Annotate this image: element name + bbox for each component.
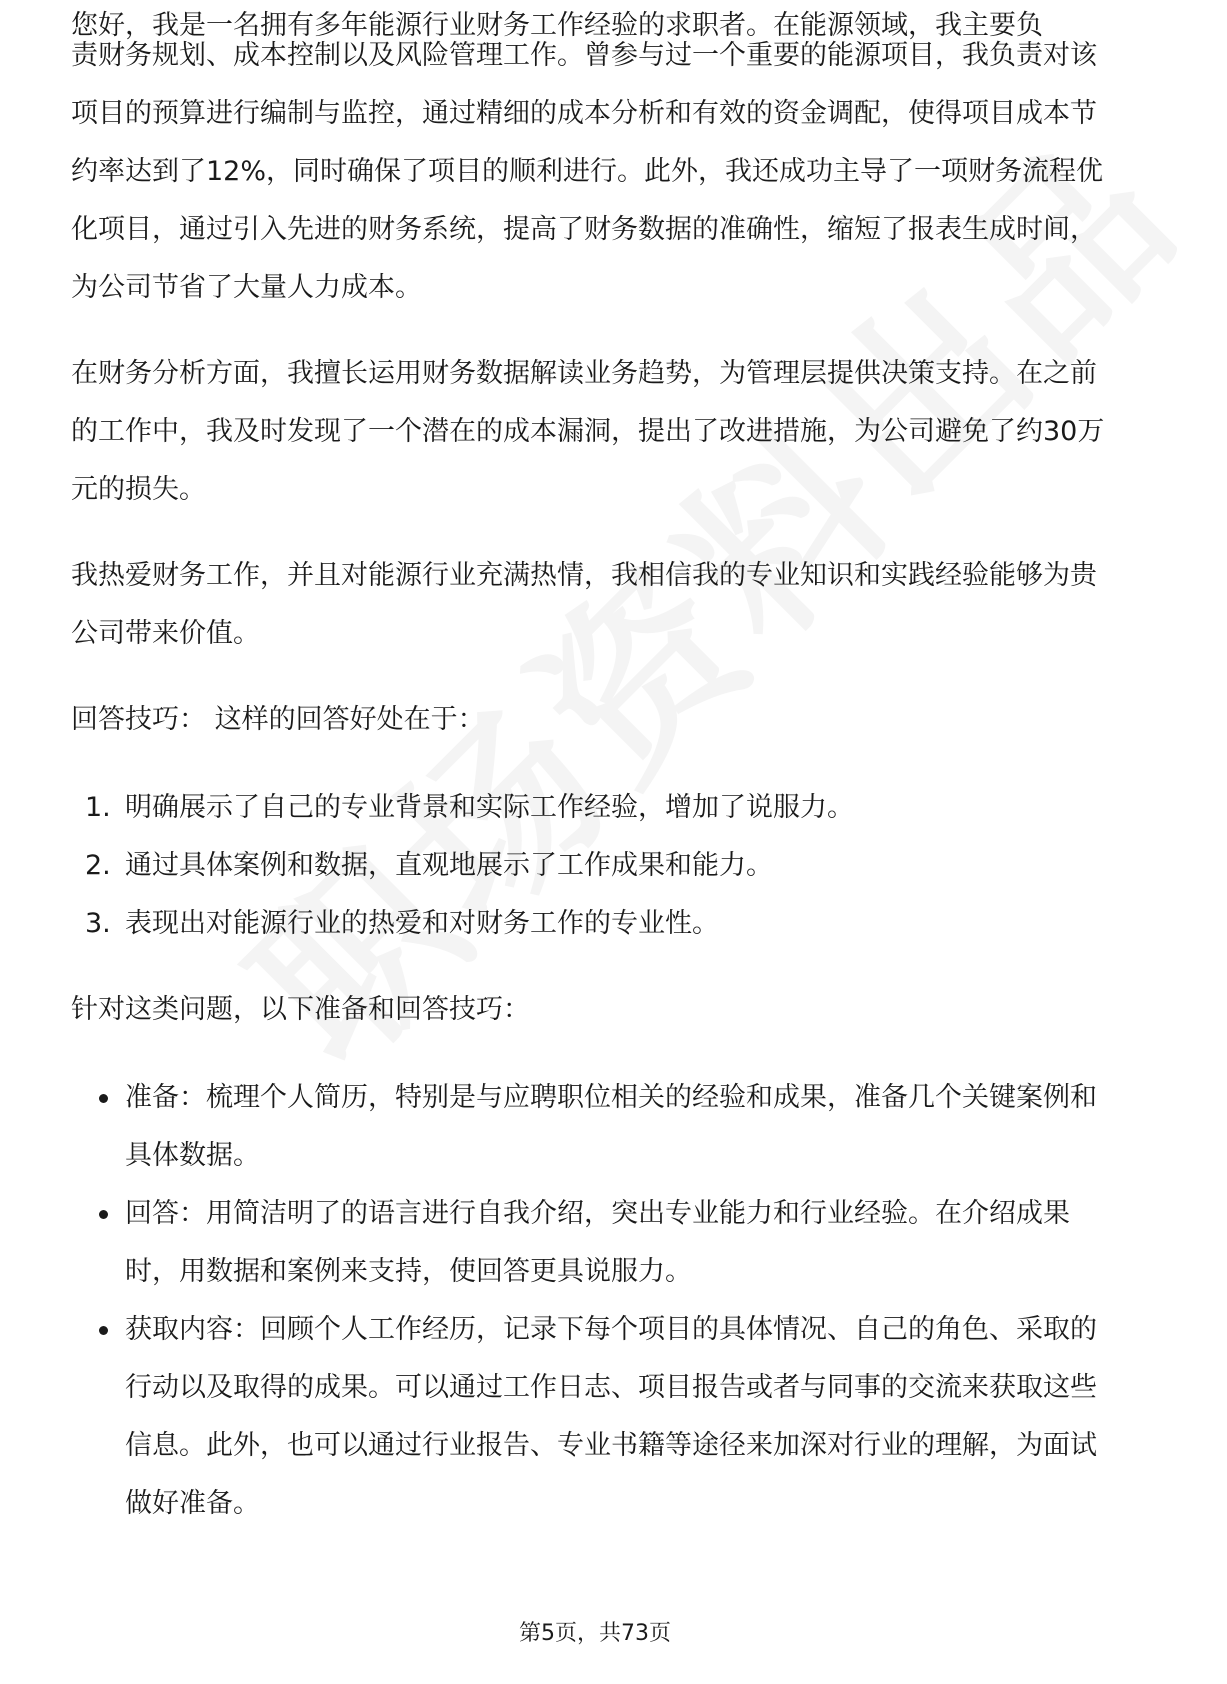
list-item-number: 1. <box>85 792 111 823</box>
list-item <box>71 837 1121 895</box>
page-number: 第5页，共73页 <box>519 1621 671 1646</box>
list-item-text: 表现出对能源行业的热爱和对财务工作的专业性。 <box>125 908 719 939</box>
prep-heading: 针对这类问题，以下准备和回答技巧： <box>71 994 530 1025</box>
tips-heading: 回答技巧： 这样的回答好处在于： <box>71 704 485 735</box>
list-item <box>71 1301 1121 1533</box>
paragraph-analysis: 在财务分析方面，我擅长运用财务数据解读业务趋势，为管理层提供决策支持。在之前的工作中，我及时发现了一个潜在的成本漏洞，提出了改进措施，为公司避免了约30万元的损失。 <box>71 358 1105 505</box>
list-item-text: 准备：梳理个人简历，特别是与应聘职位相关的经验和成果，准备几个关键案例和具体数据。 <box>125 1082 1097 1171</box>
list-item <box>71 779 1121 837</box>
bullet-icon <box>99 1210 108 1219</box>
bullet-icon <box>99 1326 108 1335</box>
list-item-number: 2. <box>85 850 111 881</box>
list-item <box>71 1069 1121 1185</box>
list-item-text: 通过具体案例和数据，直观地展示了工作成果和能力。 <box>125 850 773 881</box>
clipped-top-line <box>71 0 1121 41</box>
list-item <box>71 895 1121 953</box>
document-body <box>71 10 1121 1533</box>
paragraph-experience: 责财务规划、成本控制以及风险管理工作。曾参与过一个重要的能源项目，我负责对该项目的预算进行编制与监控，通过精细的成本分析和有效的资金调配，使得项目成本节约率达到了12%，同时确保了项目的顺利进行。此外，我还成功主导了一项财务流程优化项目，通过引入先进的财务系统，提高了财务数据的准确性，缩短了报表生成时间，为公司节省了大量人力成本。 <box>71 40 1104 303</box>
list-item-text: 明确展示了自己的专业背景和实际工作经验，增加了说服力。 <box>125 792 854 823</box>
list-item-text: 回答：用简洁明了的语言进行自我介绍，突出专业能力和行业经验。在介绍成果时，用数据和案例来支持，使回答更具说服力。 <box>125 1198 1070 1287</box>
list-item-text: 获取内容：回顾个人工作经历，记录下每个项目的具体情况、自己的角色、采取的行动以及取得的成果。可以通过工作日志、项目报告或者与同事的交流来获取这些信息。此外，也可以通过行业报告、专业书籍等途径来加深对行业的理解，为面试做好准备。 <box>125 1314 1097 1519</box>
paragraph-passion: 我热爱财务工作，并且对能源行业充满热情，我相信我的专业知识和实践经验能够为贵公司带来价值。 <box>71 560 1097 649</box>
bullet-icon <box>99 1094 108 1103</box>
list-item <box>71 1185 1121 1301</box>
list-item-number: 3. <box>85 908 111 939</box>
clipped-top-line-text: 您好，我是一名拥有多年能源行业财务工作经验的求职者。在能源领域，我主要负 <box>71 10 1043 41</box>
prep-list <box>71 1069 1121 1533</box>
tips-list <box>71 779 1121 953</box>
